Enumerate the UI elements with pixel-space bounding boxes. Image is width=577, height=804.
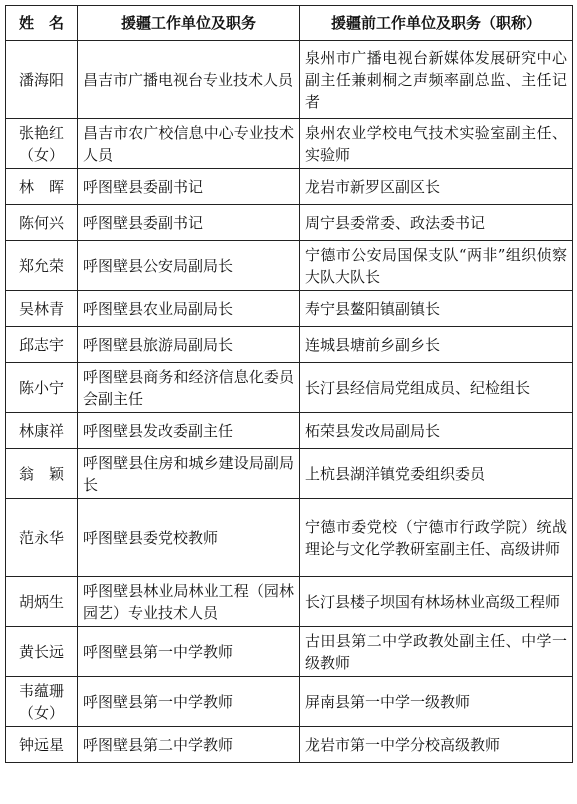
- cell-unit: 呼图壁县委党校教师: [78, 499, 300, 577]
- cell-prev: 龙岩市新罗区副区长: [300, 169, 573, 205]
- table-row: [6, 499, 573, 577]
- cell-prev: 周宁县委常委、政法委书记: [300, 205, 573, 241]
- cell-unit: 呼图壁县委副书记: [78, 169, 300, 205]
- cell-prev: 柘荣县发改局副局长: [300, 413, 573, 449]
- cell-unit: 昌吉市广播电视台专业技术人员: [78, 41, 300, 119]
- cell-unit: 呼图壁县住房和城乡建设局副局长: [78, 449, 300, 499]
- cell-name: 陈何兴: [6, 205, 78, 241]
- cell-prev: 泉州农业学校电气技术实验室副主任、实验师: [300, 119, 573, 169]
- table-row: [6, 241, 573, 291]
- table-row: [6, 169, 573, 205]
- cell-unit: 呼图壁县商务和经济信息化委员会副主任: [78, 363, 300, 413]
- cell-unit: 呼图壁县林业局林业工程（园林园艺）专业技术人员: [78, 577, 300, 627]
- cell-prev: 泉州市广播电视台新媒体发展研究中心副主任兼刺桐之声频率副总监、主任记者: [300, 41, 573, 119]
- cell-name: 钟远星: [6, 727, 78, 763]
- table-row: [6, 449, 573, 499]
- cell-prev: 屏南县第一中学一级教师: [300, 677, 573, 727]
- table-row: [6, 413, 573, 449]
- cell-unit: 呼图壁县发改委副主任: [78, 413, 300, 449]
- table-row: [6, 627, 573, 677]
- cell-name: 范永华: [6, 499, 78, 577]
- cell-prev: 宁德市委党校（宁德市行政学院）统战理论与文化学教研室副主任、高级讲师: [300, 499, 573, 577]
- cell-prev: 宁德市公安局国保支队“两非”组织侦察大队大队长: [300, 241, 573, 291]
- table-row: [6, 577, 573, 627]
- table-body: [6, 41, 573, 763]
- personnel-table: [5, 5, 573, 763]
- header-unit: 援疆工作单位及职务: [78, 6, 300, 41]
- cell-unit: 呼图壁县委副书记: [78, 205, 300, 241]
- cell-name: 胡炳生: [6, 577, 78, 627]
- cell-name: 黄长远: [6, 627, 78, 677]
- cell-name: 陈小宁: [6, 363, 78, 413]
- header-row: [6, 6, 573, 41]
- cell-prev: 长汀县楼子坝国有林场林业高级工程师: [300, 577, 573, 627]
- table-row: [6, 119, 573, 169]
- cell-unit: 呼图壁县旅游局副局长: [78, 327, 300, 363]
- cell-unit: 昌吉市农广校信息中心专业技术人员: [78, 119, 300, 169]
- table-row: [6, 41, 573, 119]
- table-row: [6, 327, 573, 363]
- cell-prev: 长汀县经信局党组成员、纪检组长: [300, 363, 573, 413]
- table-row: [6, 205, 573, 241]
- cell-prev: 龙岩市第一中学分校高级教师: [300, 727, 573, 763]
- cell-prev: 古田县第二中学政教处副主任、中学一级教师: [300, 627, 573, 677]
- cell-unit: 呼图壁县第一中学教师: [78, 627, 300, 677]
- cell-name: 翁 颖: [6, 449, 78, 499]
- cell-prev: 寿宁县鳌阳镇副镇长: [300, 291, 573, 327]
- cell-unit: 呼图壁县农业局副局长: [78, 291, 300, 327]
- cell-name: 韦蕴珊（女）: [6, 677, 78, 727]
- cell-unit: 呼图壁县公安局副局长: [78, 241, 300, 291]
- header-name: 姓 名: [6, 6, 78, 41]
- cell-name: 林康祥: [6, 413, 78, 449]
- cell-name: 林 晖: [6, 169, 78, 205]
- cell-unit: 呼图壁县第二中学教师: [78, 727, 300, 763]
- table-row: [6, 291, 573, 327]
- table-row: [6, 363, 573, 413]
- cell-prev: 连城县塘前乡副乡长: [300, 327, 573, 363]
- table-row: [6, 677, 573, 727]
- cell-name: 邱志宇: [6, 327, 78, 363]
- cell-name: 郑允荣: [6, 241, 78, 291]
- cell-name: 潘海阳: [6, 41, 78, 119]
- table-row: [6, 727, 573, 763]
- cell-prev: 上杭县湖洋镇党委组织委员: [300, 449, 573, 499]
- cell-name: 张艳红（女）: [6, 119, 78, 169]
- cell-unit: 呼图壁县第一中学教师: [78, 677, 300, 727]
- cell-name: 吴林青: [6, 291, 78, 327]
- header-prev: 援疆前工作单位及职务（职称）: [300, 6, 573, 41]
